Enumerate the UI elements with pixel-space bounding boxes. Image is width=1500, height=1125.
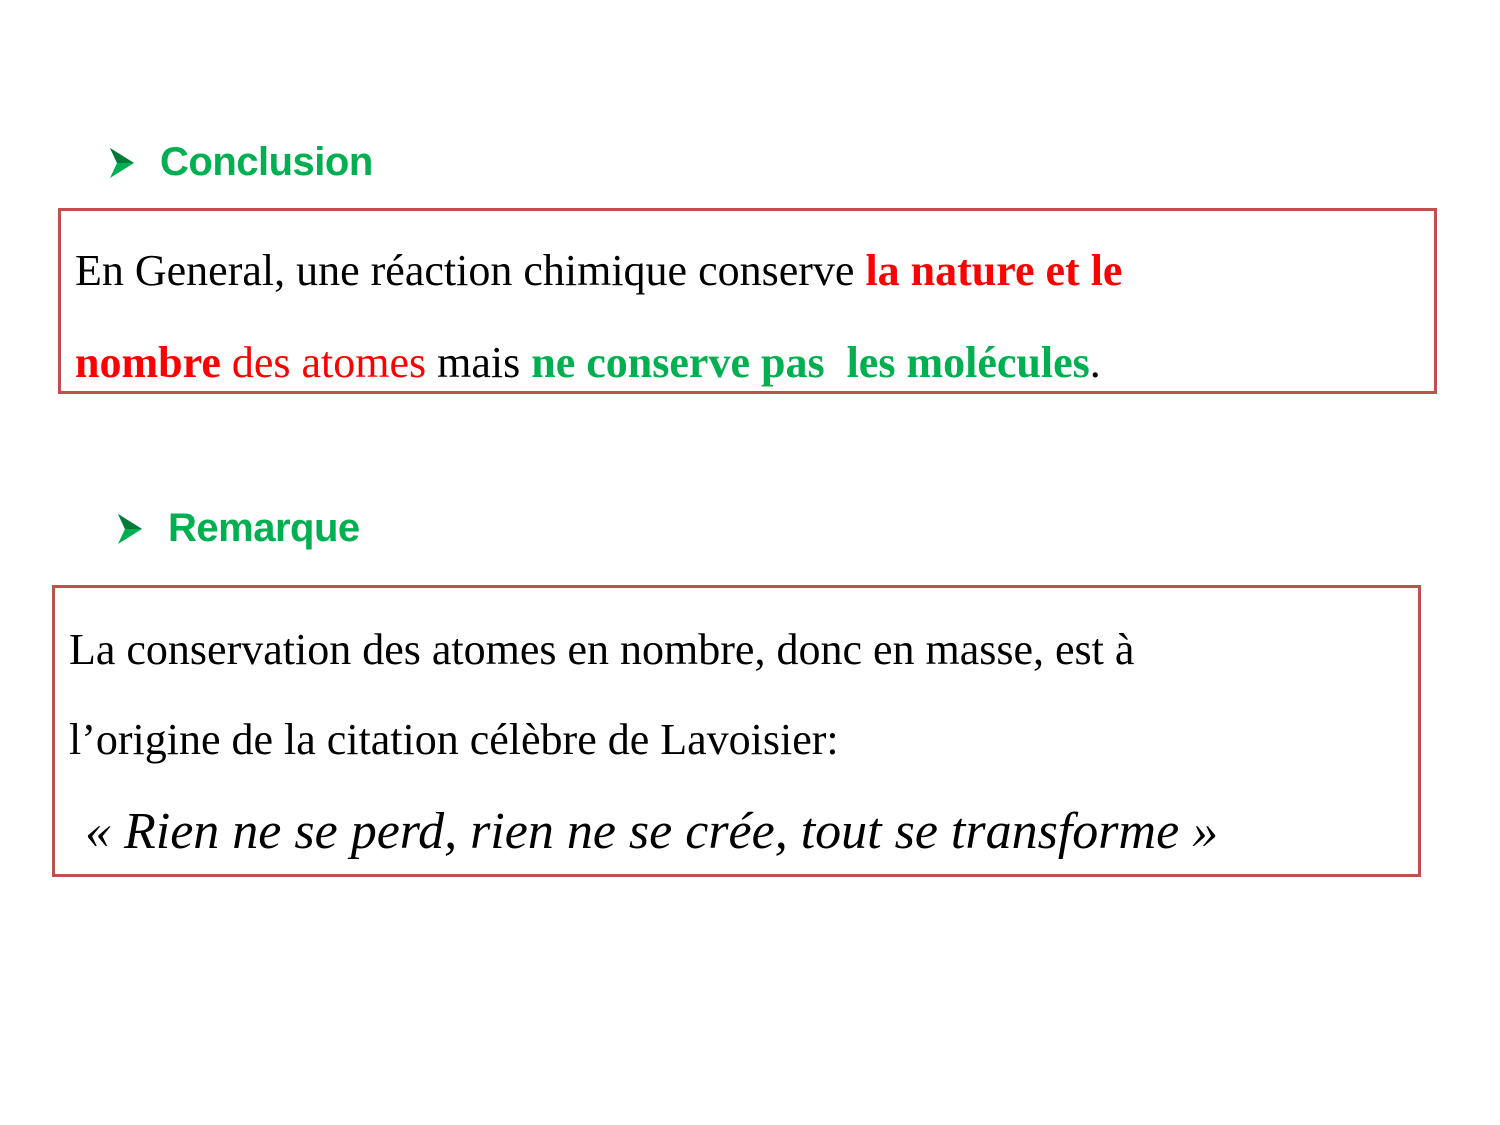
- conclusion-highlight-molecules: les molécules: [846, 338, 1090, 387]
- lavoisier-quote: « Rien ne se perd, rien ne se crée, tout se transforme »: [85, 803, 1219, 860]
- conclusion-atomes-text: des atomes: [220, 338, 427, 387]
- conclusion-line-2: [75, 338, 1101, 387]
- conclusion-heading: [108, 140, 373, 185]
- remarque-line-2: l’origine de la citation célèbre de Lavoisier:: [69, 715, 839, 764]
- conclusion-highlight-nombre: nombre: [75, 338, 221, 387]
- conclusion-highlight-nature: la nature et le: [865, 246, 1123, 295]
- arrow-bullet-icon: [116, 512, 144, 546]
- arrow-bullet-icon: [108, 146, 136, 180]
- conclusion-mais-text: mais: [426, 338, 532, 387]
- remarque-heading-label: Remarque: [168, 506, 360, 550]
- remarque-line-1: La conservation des atomes en nombre, donc en masse, est à: [69, 625, 1135, 674]
- remarque-box: [52, 585, 1421, 877]
- remarque-heading: [116, 506, 360, 551]
- conclusion-box: [58, 208, 1437, 394]
- conclusion-line-1: [75, 246, 1123, 295]
- conclusion-text: En General, une réaction chimique conserve: [75, 246, 866, 295]
- conclusion-gap: [825, 338, 847, 387]
- conclusion-highlight-ne-conserve: ne conserve pas: [531, 338, 825, 387]
- conclusion-heading-label: Conclusion: [160, 140, 373, 184]
- conclusion-period: .: [1089, 338, 1101, 387]
